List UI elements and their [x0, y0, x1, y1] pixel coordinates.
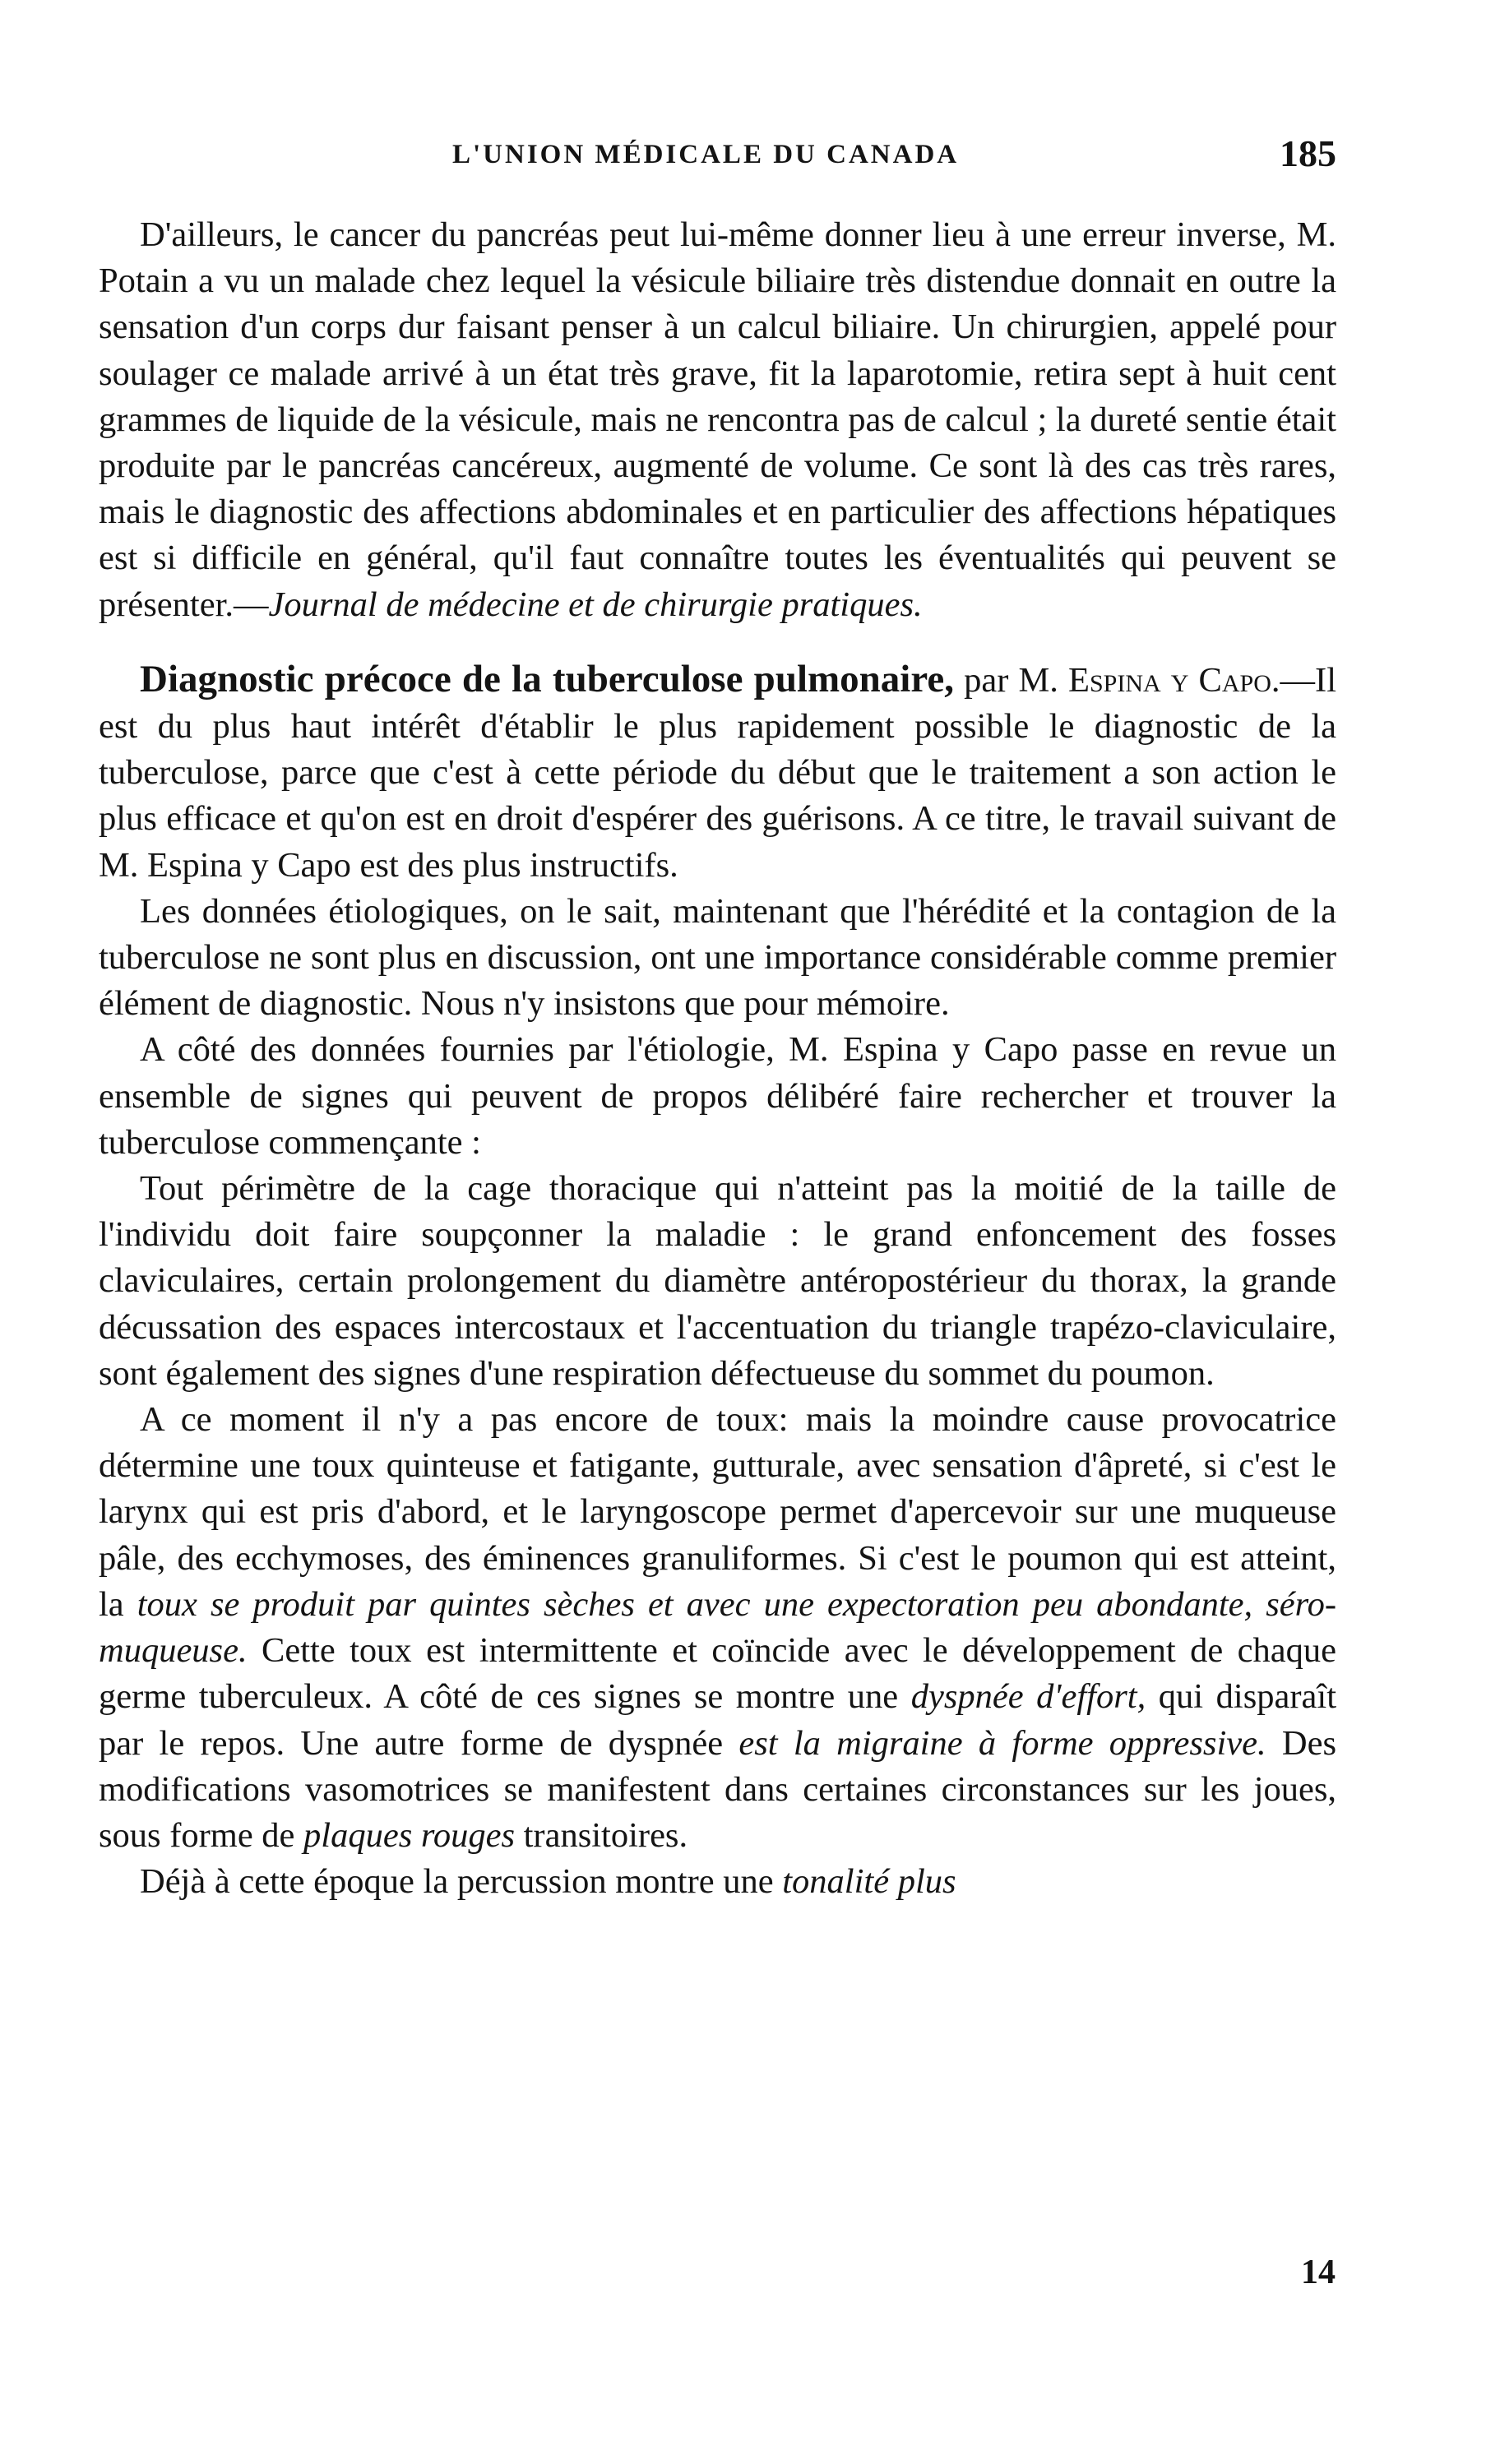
text-run: transitoires.	[515, 1815, 688, 1855]
paragraph-cancer-pancreas	[99, 212, 1336, 628]
article-intro	[99, 656, 1336, 889]
text-run: Des modifications vasomotrices se manifestent dans certaines circonstances sur les joues, sous forme de	[99, 1723, 1336, 1855]
page-number: 185	[1280, 132, 1336, 174]
page-body	[99, 212, 1336, 1905]
article-tuberculose	[99, 656, 1336, 1905]
italic-run: est la migraine à forme oppressive.	[738, 1723, 1266, 1763]
page-header	[99, 132, 1336, 181]
article-by: par M.	[954, 660, 1069, 700]
text-run: Déjà à cette époque la percussion montre une	[140, 1862, 783, 1902]
signature-mark: 14	[1301, 2254, 1336, 2291]
paragraph-percussion	[99, 1859, 1336, 1905]
article-intro-text: .—Il est du plus haut intérêt d'établir le plus rapidement possible le diagnostic de la tuberculose, parce que c'est à cette période du début que le traitement a son action le plus efficace et qu'on est en droit d'espérer des guérisons. A ce titre, le travail suivant de M. Espina y Capo est des plus instructifs.	[99, 660, 1337, 885]
paragraph-text: D'ailleurs, le cancer du pancréas peut lui-même donner lieu à une erreur inverse, M. Potain a vu un malade chez lequel la vésicule biliaire très distendue donnait en outre la sensation d'un corps dur faisant penser à un calcul biliaire. Un chirurgien, appelé pour soulager ce malade arrivé à un état très grave, fit la laparotomie, retira sept à huit cent grammes de liquide de la vésicule, mais ne rencontra pas de calcul ; la dureté sentie était produite par le pancréas cancéreux, augmenté de volume. Ce sont là des cas très rares, mais le diagnostic des affections abdominales et en particulier des affections hépatiques est si difficile en général, qu'il faut connaître toutes les éventualités qui peuvent se présenter.—	[99, 215, 1336, 624]
text-run: A ce moment il n'y a pas encore de toux: mais la moindre cause provocatrice détermine une toux quinteuse et fatigante, gutturale, avec sensation d'âpreté, si c'est le larynx qui est pris d'abord, et le laryngoscope permet d'apercevoir sur une muqueuse pâle, des ecchymoses, des éminences granuliformes. Si c'est le poumon qui est atteint, la	[99, 1400, 1336, 1624]
paragraph-signes: A côté des données fournies par l'étiologie, M. Espina y Capo passe en revue un ensemble de signes qui peuvent de propos délibéré faire rechercher et trouver la tuberculose commençante :	[99, 1030, 1336, 1162]
article-title: Diagnostic précoce de la tuberculose pulmonaire,	[140, 657, 954, 700]
paragraph-perimetre: Tout périmètre de la cage thoracique qui n'atteint pas la moitié de la taille de l'individu doit faire soupçonner la maladie : le grand enfoncement des fosses claviculaires, certain prolongement du diamètre antéropostérieur du thorax, la grande décussation des espaces intercostaux et l'accentuation du triangle trapézo-claviculaire, sont également des signes d'une respiration défectueuse du sommet du poumon.	[99, 1169, 1336, 1393]
paragraph-etiologie: Les données étiologiques, on le sait, maintenant que l'hérédité et la contagion de la tuberculose ne sont plus en discussion, ont une importance considérable comme premier élément de diagnostic. Nous n'y insistons que pour mémoire.	[99, 891, 1336, 1024]
article-author: Espina y Capo	[1068, 660, 1271, 700]
running-title: L'UNION MÉDICALE DU CANADA	[452, 140, 960, 169]
journal-citation: Journal de médecine et de chirurgie pratiques.	[268, 585, 923, 624]
text-run: qui disparaît par le repos. Une autre forme de dyspnée	[99, 1677, 1336, 1763]
italic-run: tonalité plus	[782, 1862, 956, 1902]
italic-run: plaques rouges	[303, 1815, 515, 1855]
paragraph-toux	[99, 1397, 1336, 1859]
text-run: Cette toux est intermittente et coïncide avec le développement de chaque germe tuberculeux. A côté de ces signes se montre une	[99, 1631, 1336, 1717]
italic-run: dyspnée d'effort,	[910, 1677, 1146, 1717]
italic-run: toux se produit par quintes sèches et avec une expectoration peu abondante, séro-muqueuse.	[99, 1584, 1336, 1671]
